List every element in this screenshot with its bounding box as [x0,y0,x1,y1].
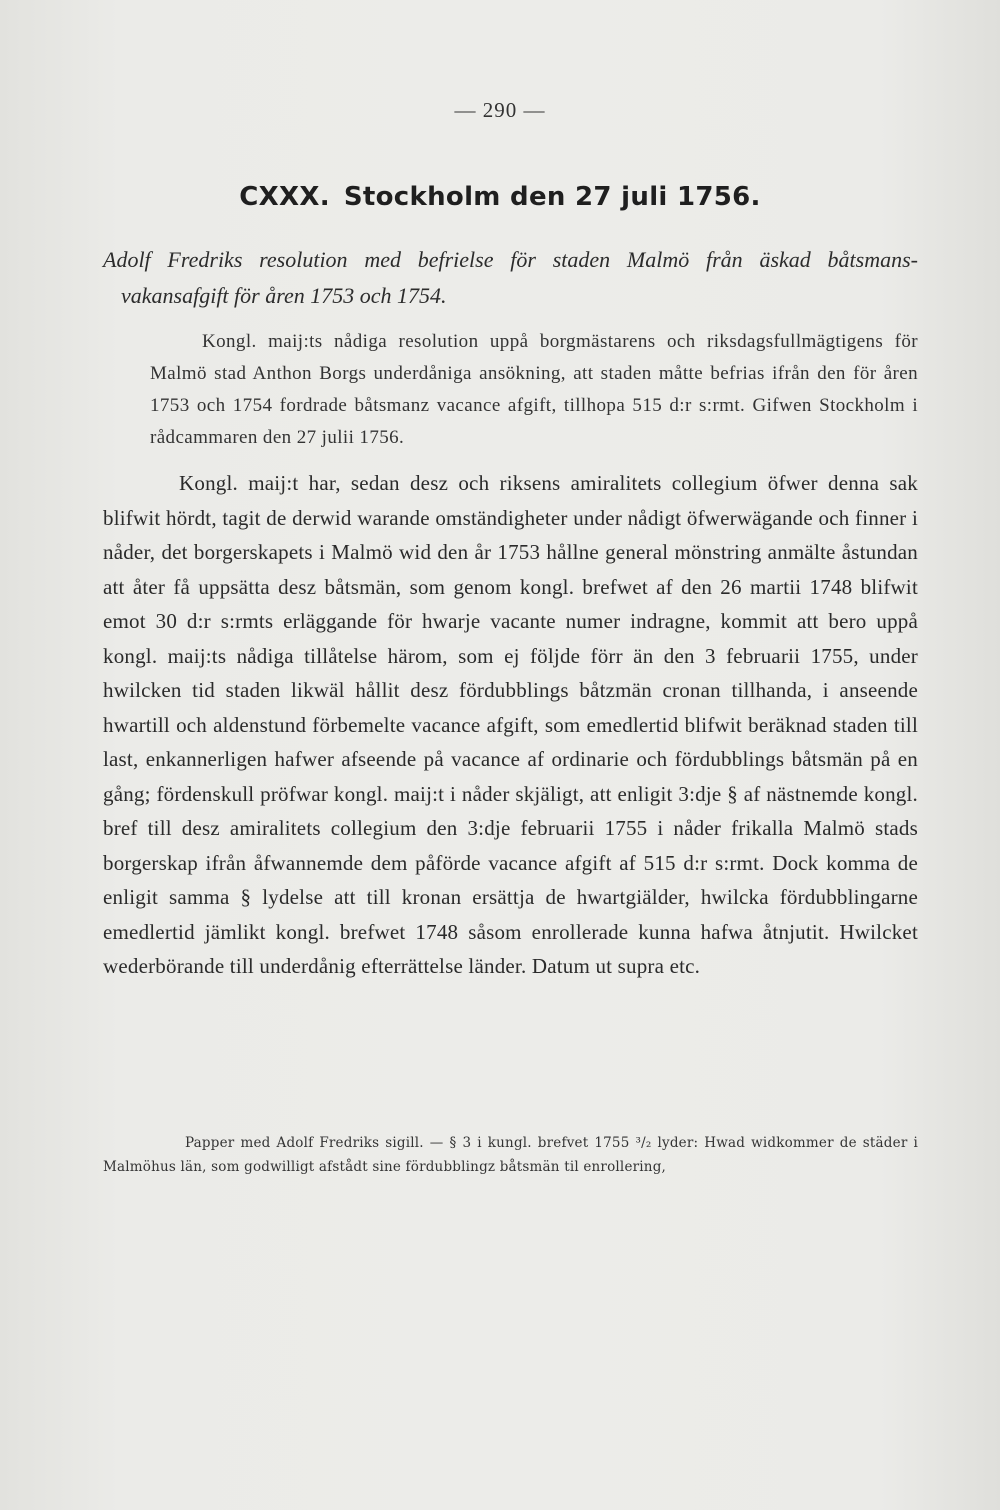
footnote: Papper med Adolf Fredriks sigill. — § 3 i kungl. brefvet 1755 ³/₂ lyder: Hwad widkommer de städer i Malmöhus län, som godwilligt afstådt sine fördubblingz båtsmän til enrollering, [103,1135,918,1175]
document-heading [0,182,1000,212]
document-subtitle [103,242,918,314]
page-number: — 290 — [454,98,546,122]
subtitle-line-1: Adolf Fredriks resolution med befrielse för staden Malmö från äskad båtsmans- [103,247,918,272]
summary-paragraph: Kongl. maij:ts nådiga resolution uppå borgmästarens och riksdagsfullmägtigens för Malmö stad Anthon Borgs underdåniga ansökning, att staden måtte befrias ifrån den för åren 1753 och 1754 fordrade båtsmanz vacance afgift, tillhopa 515 d:r s:rmt. Gifwen Stockholm i rådcammaren den 27 julii 1756. [150,331,918,448]
document-number: CXXX. [239,182,330,212]
document-place-date: Stockholm den 27 juli 1756. [343,182,761,212]
body-paragraph: Kongl. maij:t har, sedan desz och riksens amiralitets collegium öfwer denna sak blifwit hördt, tagit de derwid warande omständigheter under nådigt öfwerwägande och finner i nåder, det borgerskapets i Malmö wid den år 1753 hållne general mönstring anmälte åstundan att åter få uppsätta desz båtsmän, som genom kongl. brefwet af den 26 martii 1748 blifwit emot 30 d:r s:rmts erläggande för hwarje vacante numer indragne, kommit att bero uppå kongl. maij:ts nådiga tillåtelse härom, som ej följde förr än den 3 februarii 1755, under hwilcken tid staden likwäl hållit desz fördubblings båtzmän cronan tillhanda, i anseende hwartill och aldenstund förbemelte vacance afgift, som emedlertid blifwit beräknad staden till last, enkannerligen hafwer afseende på vacance af ordinarie och fördubblings båtsmän på en gång; fördenskull pröfwar kongl. maij:t i nåder skjäligt, att enligit 3:dje § af nästnemde kongl. bref till desz amiralitets collegium den 3:dje februarii 1755 i nåder frikalla Malmö stads borgerskap ifrån åfwannemde dem påförde vacance afgift af 515 d:r s:rmt. Dock komma de enligit samma § lydelse att till kronan ersättja de hwartgiälder, hwilcka fördubblingarne emedlertid jämlikt kongl. brefwet 1748 såsom enrollerade kunna hafwa åtnjutit. Hwilcket wederbörande till underdånig efterrättelse länder. Datum ut supra etc. [103,471,918,978]
subtitle-line-2: vakansafgift för åren 1753 och 1754. [121,283,447,308]
